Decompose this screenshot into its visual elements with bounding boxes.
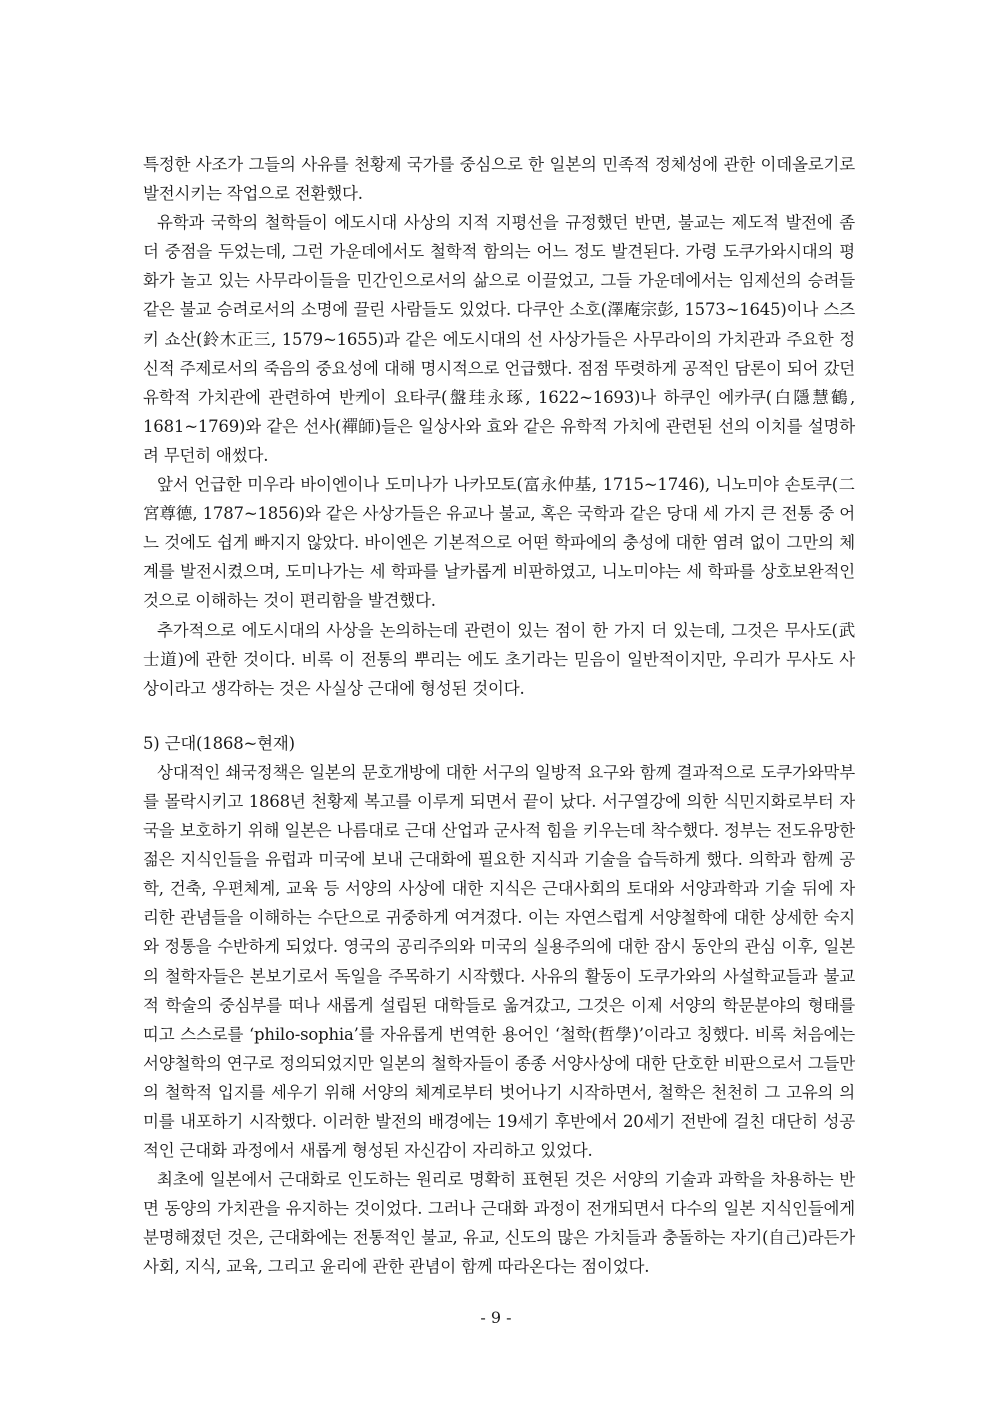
paragraph-independent-thinkers: 앞서 언급한 미우라 바이엔이나 도미나가 나카모토(富永仲基, 1715~1746), 니노미야 손토쿠(二宮尊德, 1787~1856)와 같은 사상가들은 유교나 불교, 혹은 국학과 같은 당대 세 가지 큰 전통 중 어느 것에도 쉽게 빠지지 않았다. 바이엔은 기본적으로 어떤 학파에의 충성에 대한 염려 없이 그만의 체계를 발전시켰으며, 도미나가는 세 학파를 날카롭게 비판하였고, 니노미야는 세 학파를 상호보완적인 것으로 이해하는 것이 편리함을 발견했다. bbox=[143, 475, 855, 611]
paragraph-buddhism: 유학과 국학의 철학들이 에도시대 사상의 지적 지평선을 규정했던 반면, 불교는 제도적 발전에 좀 더 중점을 두었는데, 그런 가운데에서도 철학적 함의는 어느 정도 발견된다. 가령 도쿠가와시대의 평화가 놀고 있는 사무라이들을 민간인으로서의 삶으로 이끌었고, 그들 가운데에서는 임제선의 승려들 같은 불교 승려로서의 소명에 끌린 사람들도 있었다. 다쿠안 소호(澤庵宗彭, 1573~1645)이나 스즈키 쇼산(鈴木正三, 1579~1655)과 같은 에도시대의 선 사상가들은 사무라이의 가치관과 주요한 정신적 주제로서의 죽음의 중요성에 대해 명시적으로 언급했다. 점점 뚜렷하게 공적인 담론이 되어 갔던 유학적 가치관에 관련하여 반케이 요타쿠(盤珪永琢, 1622~1693)나 하쿠인 에카쿠(白隱慧鶴, 1681~1769)와 같은 선사(禪師)들은 일상사와 효와 같은 유학적 가치에 관련된 선의 이치를 설명하려 무던히 애썼다. bbox=[143, 213, 855, 465]
paragraph-modernization: 상대적인 쇄국정책은 일본의 문호개방에 대한 서구의 일방적 요구와 함께 결과적으로 도쿠가와막부를 몰락시키고 1868년 천황제 복고를 이루게 되면서 끝이 났다. 서구열강에 의한 식민지화로부터 자국을 보호하기 위해 일본은 나름대로 근대 산업과 군사적 힘을 키우는데 착수했다. 정부는 전도유망한 젊은 지식인들을 유럽과 미국에 보내 근대화에 필요한 지식과 기술을 습득하게 했다. 의학과 함께 공학, 건축, 우편체계, 교육 등 서양의 사상에 대한 지식은 근대사회의 토대와 서양과학과 기술 뒤에 자리한 관념들을 이해하는 수단으로 귀중하게 여겨졌다. 이는 자연스럽게 서양철학에 대한 상세한 숙지와 정통을 수반하게 되었다. 영국의 공리주의와 미국의 실용주의에 대한 잠시 동안의 관심 이후, 일본의 철학자들은 본보기로서 독일을 주목하기 시작했다. 사유의 활동이 도쿠가와의 사설학교들과 불교적 학술의 중심부를 떠나 새롭게 설립된 대학들로 옮겨갔고, 그것은 이제 서양의 학문분야의 형태를 띠고 스스로를 ‘philo-sophia’를 자유롭게 번역한 용어인 ‘철학(哲學)’이라고 칭했다. 비록 처음에는 서양철학의 연구로 정의되었지만 일본의 철학자들이 종종 서양사상에 대한 단호한 비판으로서 그들만의 철학적 입지를 세우기 위해 서양의 체계로부터 벗어나기 시작하면서, 철학은 천천히 그 고유의 의미를 내포하기 시작했다. 이러한 발전의 배경에는 19세기 후반에서 20세기 전반에 걸친 대단히 성공적인 근대화 과정에서 새롭게 형성된 자신감이 자리하고 있었다. bbox=[143, 762, 855, 1161]
page-body bbox=[143, 150, 855, 1282]
page-number: - 9 - bbox=[480, 1308, 512, 1327]
paragraph-bushido: 추가적으로 에도시대의 사상을 논의하는데 관련이 있는 점이 한 가지 더 있는데, 그것은 무사도(武士道)에 관한 것이다. 비록 이 전통의 뿌리는 에도 초기라는 믿음이 일반적이지만, 우리가 무사도 사상이라고 생각하는 것은 사실상 근대에 형성된 것이다. bbox=[143, 620, 855, 698]
section-heading: 5) 근대(1868~현재) bbox=[143, 733, 295, 753]
paragraph-continuation: 특정한 사조가 그들의 사유를 천황제 국가를 중심으로 한 일본의 민족적 정체성에 관한 이데올로기로 발전시키는 작업으로 전환했다. bbox=[143, 155, 855, 204]
paragraph-western-technology: 최초에 일본에서 근대화로 인도하는 원리로 명확히 표현된 것은 서양의 기술과 과학을 차용하는 반면 동양의 가치관을 유지하는 것이었다. 그러나 근대화 과정이 전개되면서 다수의 일본 지식인들에게 분명해졌던 것은, 근대화에는 전통적인 불교, 유교, 신도의 많은 가치들과 충돌하는 자기(自己)라든가 사회, 지식, 교육, 그리고 윤리에 관한 관념이 함께 따라온다는 점이었다. bbox=[143, 1170, 855, 1277]
